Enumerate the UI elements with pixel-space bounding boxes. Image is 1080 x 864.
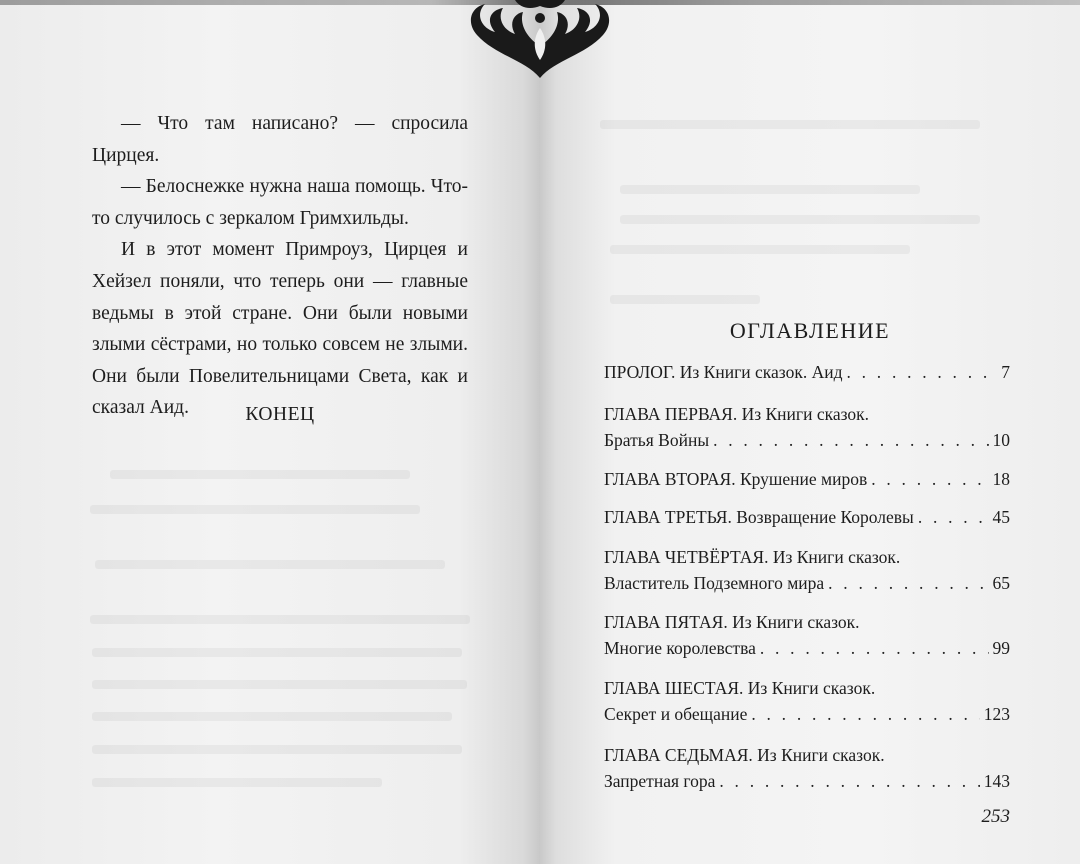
- paragraph: И в этот момент Примроуз, Цирцея и Хейзел поняли, что теперь они — главные ведьмы в этой стране. Они были новыми злыми сёстрами, но только совсем не злыми. Они были Повелительницами Света, как и сказал Аид.: [92, 239, 468, 419]
- paragraph: — Что там написано? — спросила Цирцея.: [92, 113, 468, 166]
- body-text: [92, 108, 468, 424]
- toc-entry-continuation[interactable]: [604, 573, 1010, 599]
- toc-entry[interactable]: [604, 469, 1010, 495]
- toc-entry[interactable]: [604, 362, 1010, 388]
- toc-entry-title: ГЛАВА ВТОРАЯ. Крушение миров: [604, 469, 868, 489]
- toc-page-number: 18: [992, 469, 1010, 489]
- filigree-ornament-icon: [455, 0, 625, 80]
- ending-heading: КОНЕЦ: [245, 404, 315, 425]
- paragraph: — Белоснежке нужна наша помощь. Что-то случилось с зеркалом Гримхильды.: [92, 176, 468, 229]
- toc-entry-continuation[interactable]: [604, 771, 1010, 797]
- toc-title: ОГЛАВЛЕНИЕ: [729, 318, 891, 343]
- toc-entry-title: ГЛАВА СЕДЬМАЯ. Из Книги сказок.: [604, 745, 885, 765]
- toc-entry[interactable]: [604, 404, 1010, 430]
- toc-entry-title: ГЛАВА ЧЕТВЁРТАЯ. Из Книги сказок.: [604, 547, 901, 567]
- toc-entry-continuation[interactable]: [604, 704, 1010, 730]
- toc-page-number: 45: [992, 507, 1010, 527]
- toc-entry-title: ГЛАВА ПЕРВАЯ. Из Книги сказок.: [604, 404, 870, 424]
- toc-entry-subtitle: Властитель Подземного мира: [604, 573, 825, 593]
- toc-entry-subtitle: Секрет и обещание: [604, 704, 748, 724]
- toc-entry-subtitle: Братья Войны: [604, 430, 710, 450]
- toc-entry-title: ГЛАВА ТРЕТЬЯ. Возвращение Королевы: [604, 507, 914, 527]
- toc-entry[interactable]: [604, 745, 1010, 771]
- toc-entry[interactable]: [604, 507, 1010, 533]
- toc-entry-continuation[interactable]: [604, 638, 1010, 664]
- toc-entry-continuation[interactable]: [604, 430, 1010, 456]
- page-number: 253: [981, 806, 1010, 827]
- toc-entry-title: ГЛАВА ШЕСТАЯ. Из Книги сказок.: [604, 678, 876, 698]
- toc-page-number: 10: [992, 430, 1010, 450]
- toc-page-number: 99: [992, 638, 1010, 658]
- toc-entry-subtitle: Запретная гора: [604, 771, 716, 791]
- toc-page-number: 123: [983, 704, 1010, 724]
- toc-page-number: 65: [992, 573, 1010, 593]
- toc-entry[interactable]: [604, 612, 1010, 638]
- toc-page-number: 7: [1001, 362, 1010, 382]
- toc-entry[interactable]: [604, 547, 1010, 573]
- toc-entry-title: ПРОЛОГ. Из Книги сказок. Аид: [604, 362, 843, 382]
- toc-entry[interactable]: [604, 678, 1010, 704]
- toc-page-number: 143: [983, 771, 1010, 791]
- toc-entry-subtitle: Многие королевства: [604, 638, 756, 658]
- toc-entry-title: ГЛАВА ПЯТАЯ. Из Книги сказок.: [604, 612, 860, 632]
